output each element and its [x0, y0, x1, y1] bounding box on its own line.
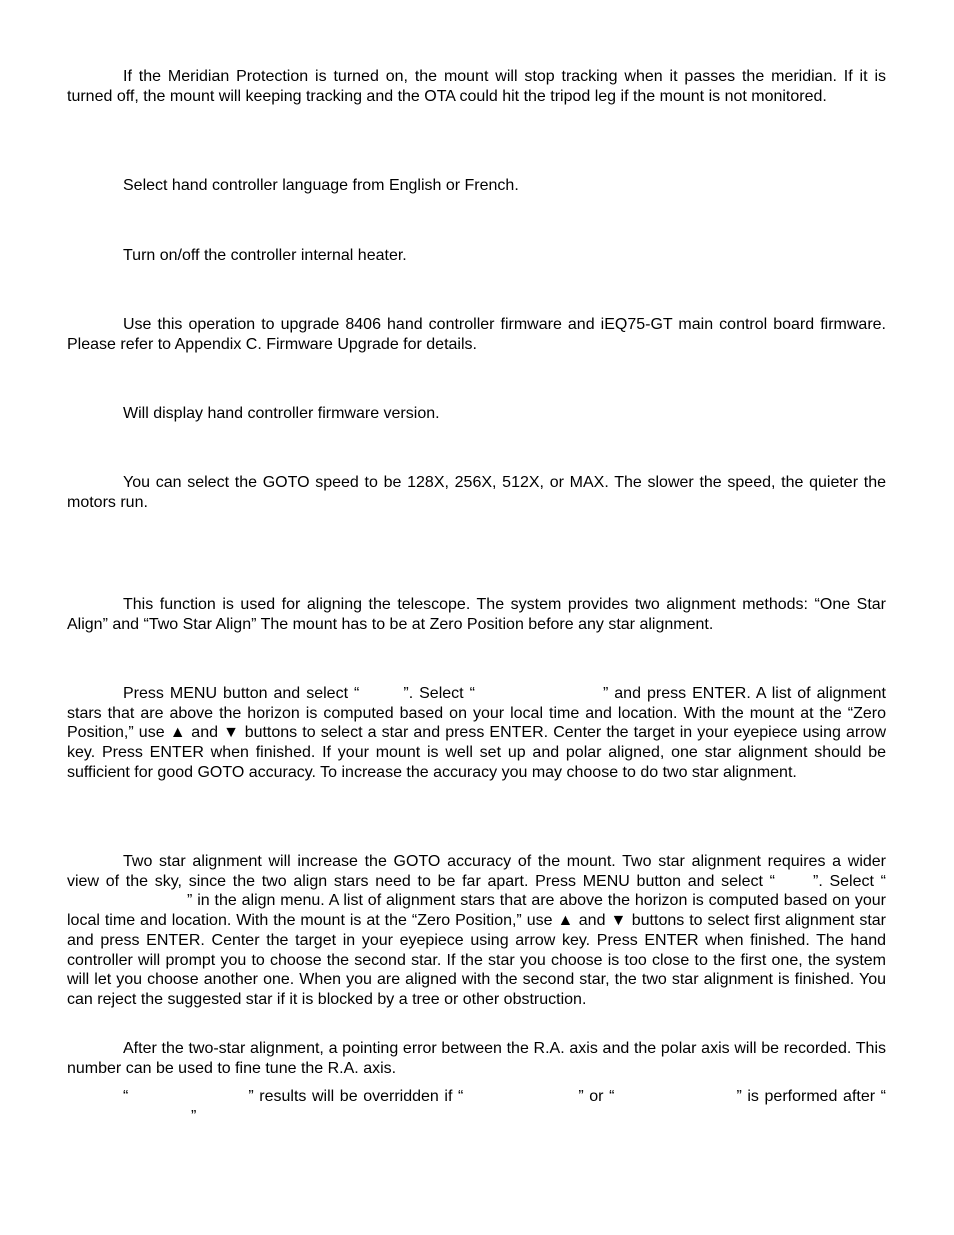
two-star-text-1: Two star alignment will increase the GOTO accuracy of the mount. Two star alignment requires a wider view of the sky, since the two align stars need to be far apart. Press MENU button and select “ [67, 853, 886, 890]
override-text-2: ” results will be overridden if “ [248, 1088, 464, 1105]
override-text-5: ” [191, 1107, 197, 1125]
override-text-4: ” is performed after “ [736, 1088, 886, 1105]
firmware-version-paragraph: Will display hand controller firmware version. [123, 405, 440, 422]
language-paragraph: Select hand controller language from English or French. [123, 177, 519, 194]
override-text-1: “ [123, 1088, 129, 1105]
override-note-paragraph [67, 1087, 886, 1126]
heater-paragraph: Turn on/off the controller internal heater. [123, 247, 407, 264]
one-star-text-1: Press MENU button and select “ [123, 685, 360, 702]
one-star-text-2: ”. Select “ [403, 685, 475, 702]
override-text-3: ” or “ [578, 1088, 615, 1105]
two-star-align-paragraph [67, 852, 886, 1010]
firmware-upgrade-paragraph: Use this operation to upgrade 8406 hand controller firmware and iEQ75-GT main control board firmware. Please refer to Appendix C. Firmware Upgrade for details. [67, 316, 886, 353]
two-star-text-2: ”. Select “ [813, 872, 886, 890]
meridian-paragraph: If the Meridian Protection is turned on, the mount will stop tracking when it passes the meridian. If it is turned off, the mount will keeping tracking and the OTA could hit the tripod leg if the mount is not monitored. [67, 68, 886, 105]
one-star-align-paragraph [67, 684, 886, 783]
two-star-text-3: ” in the align menu. A list of alignment stars that are above the horizon is computed based on your local time and location. With the mount is at the “Zero Position,” use ▲ and ▼ buttons to select first alignment star and press ENTER. Center the target in your eyepiece using arrow key. Press ENTER when finished. The hand controller will prompt you to choose the second star. If the star you choose is too close to the first one, the system will let you choose another one. When you are aligned with the second star, the two star alignment is finished. You can reject the suggested star if it is blocked by a tree or other obstruction. [67, 892, 886, 1008]
pointing-error-paragraph: After the two-star alignment, a pointing error between the R.A. axis and the polar axis will be recorded. This number can be used to fine tune the R.A. axis. [67, 1040, 886, 1077]
one-star-text-3: ” and press ENTER. A list of alignment stars that are above the horizon is computed based on your local time and location. With the mount at the “Zero Position,” use ▲ and ▼ buttons to select a star and press ENTER. Center the target in your eyepiece using arrow key. Press ENTER when finished. If your mount is well set up and polar aligned, one star alignment should be sufficient for good GOTO accuracy. To increase the accuracy you may choose to do two star alignment. [67, 685, 887, 781]
alignment-intro-paragraph: This function is used for aligning the telescope. The system provides two alignment methods: “One Star Align” and “Two Star Align” The mount has to be at Zero Position before any star alignment. [67, 596, 886, 633]
goto-speed-paragraph: You can select the GOTO speed to be 128X, 256X, 512X, or MAX. The slower the speed, the quieter the motors run. [67, 474, 886, 511]
